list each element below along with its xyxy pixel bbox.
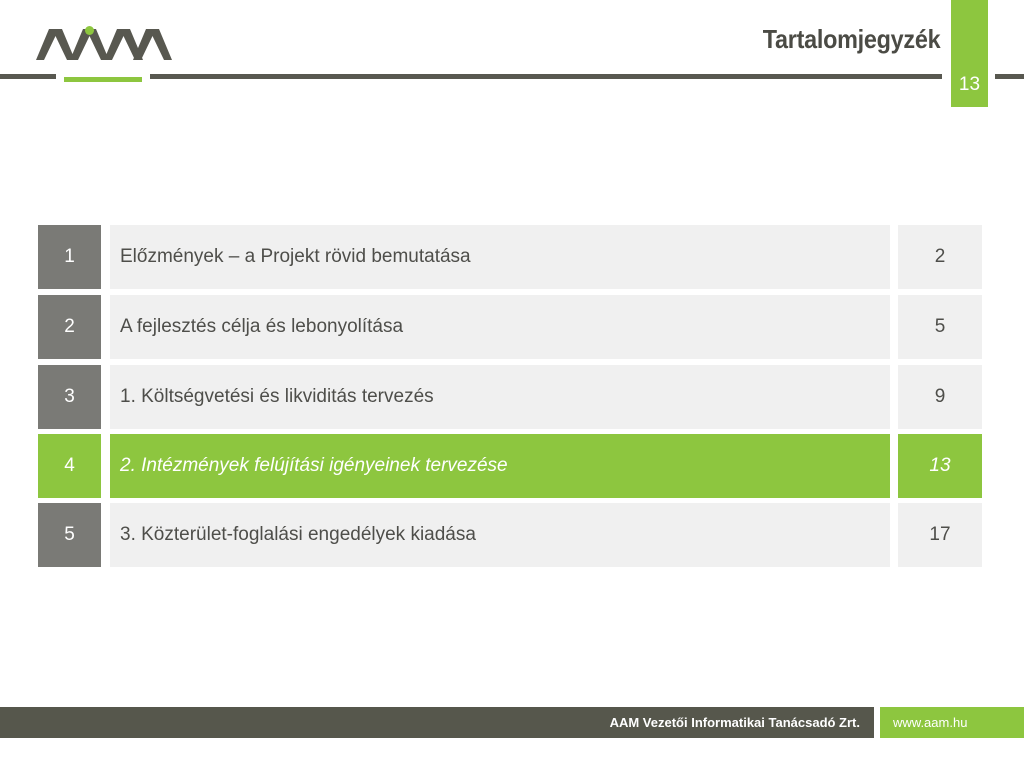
toc-item-page: 5	[898, 295, 982, 359]
page-number: 13	[958, 74, 981, 95]
toc-item-title: 1. Költségvetési és likviditás tervezés	[110, 365, 890, 429]
toc-row-active[interactable]	[38, 434, 982, 498]
toc-item-number: 3	[38, 365, 101, 429]
header-divider-right	[995, 74, 1024, 79]
header-accent-bar	[64, 77, 142, 82]
toc-item-page: 2	[898, 225, 982, 289]
page-number-tab	[951, 0, 988, 107]
toc-item-title: A fejlesztés célja és lebonyolítása	[110, 295, 890, 359]
toc-item-title: 3. Közterület-foglalási engedélyek kiadása	[110, 503, 890, 567]
toc-item-page: 17	[898, 503, 982, 567]
toc-item-title: 2. Intézmények felújítási igényeinek tervezése	[110, 434, 890, 498]
toc-row[interactable]	[38, 365, 982, 429]
page-title: Tartalomjegyzék	[762, 24, 940, 54]
toc-item-page: 13	[898, 434, 982, 498]
toc-item-page: 9	[898, 365, 982, 429]
header-divider-left	[0, 74, 56, 79]
footer-company-name: AAM Vezetői Informatikai Tanácsadó Zrt.	[609, 715, 860, 730]
footer-website-link[interactable]: www.aam.hu	[893, 715, 968, 730]
toc-row[interactable]	[38, 503, 982, 567]
toc-row[interactable]	[38, 295, 982, 359]
toc-item-title: Előzmények – a Projekt rövid bemutatása	[110, 225, 890, 289]
footer-website-box	[880, 707, 1024, 738]
footer-bar	[0, 707, 874, 738]
aam-logo-icon	[36, 26, 172, 60]
toc-item-number: 1	[38, 225, 101, 289]
toc-item-number: 4	[38, 434, 101, 498]
toc-item-number: 2	[38, 295, 101, 359]
toc-item-number: 5	[38, 503, 101, 567]
toc-row[interactable]	[38, 225, 982, 289]
header-divider-main	[150, 74, 942, 79]
